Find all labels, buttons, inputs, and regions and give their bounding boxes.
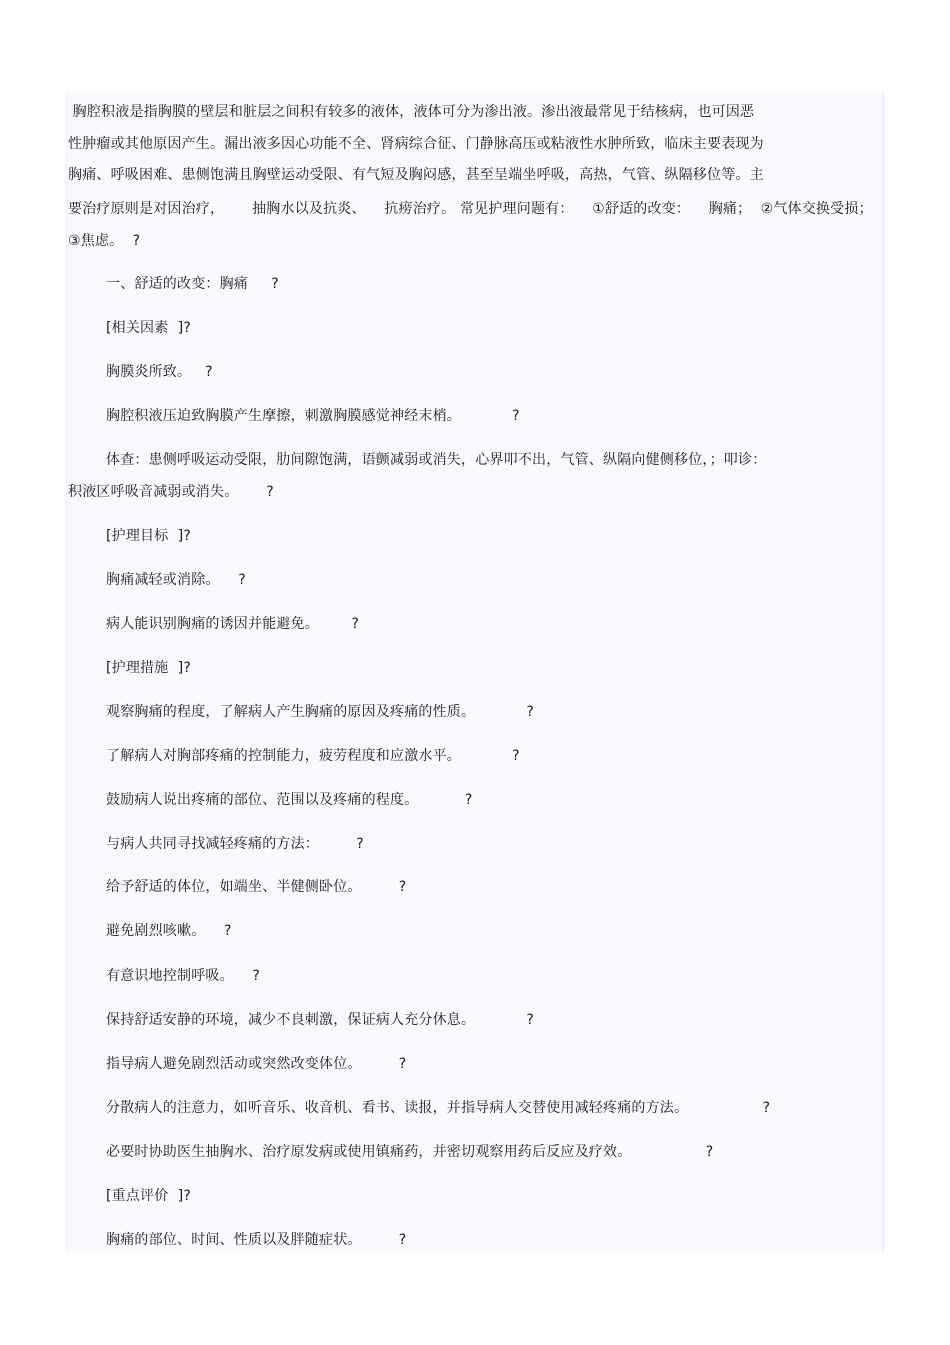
intro-line-2: 性肿瘤或其他原因产生。漏出液多因心功能不全、肾病综合征、门静脉高压或粘液性水肿所致，临床主要表现为 [68, 136, 764, 152]
goal-item: 病人能识别胸痛的诱因并能避免。 ? [106, 616, 360, 632]
related-factor-item: 体查：患侧呼吸运动受限，肋间隙饱满，语颤减弱或消失，心界叩不出，气管、纵隔向健侧移位，；叩诊： [106, 452, 767, 468]
measure-item: 鼓励病人说出疼痛的部位、范围以及疼痛的程度。 ? [106, 792, 473, 808]
section-heading: 一、舒适的改变：胸痛 ? [106, 276, 279, 292]
related-factors-label: [相关因素 ]? [106, 320, 192, 336]
goal-item: 胸痛减轻或消除。 ? [106, 572, 246, 588]
measures-label: [护理措施 ]? [106, 660, 192, 676]
measure-item: 有意识地控制呼吸。 ? [106, 968, 261, 984]
measure-item: 避免剧烈咳嗽。 ? [106, 923, 232, 939]
measure-item: 保持舒适安静的环境，减少不良刺激，保证病人充分休息。 ? [106, 1012, 534, 1028]
measure-item: 给予舒适的体位，如端坐、半健侧卧位。 ? [106, 879, 407, 895]
intro-line-3: 胸痛、呼吸困难、患侧饱满且胸壁运动受限、有气短及胸闷感，甚至呈端坐呼吸，高热，气管、纵隔移位等。主 [68, 167, 764, 183]
intro-line-5: ③焦虑。 ? [68, 233, 141, 249]
measure-item: 了解病人对胸部疼痛的控制能力，疲劳程度和应激水平。 ? [106, 748, 520, 764]
measure-item: 分散病人的注意力，如听音乐、收音机、看书、读报，并指导病人交替使用减轻疼痛的方法。 ? [106, 1100, 771, 1116]
evaluation-item: 胸痛的部位、时间、性质以及胖随症状。 ? [106, 1232, 407, 1248]
related-factor-item-cont: 积液区呼吸音减弱或消失。 ? [68, 484, 274, 500]
measure-item: 与病人共同寻找减轻疼痛的方法： ? [106, 836, 364, 852]
evaluation-label: [重点评价 ]? [106, 1188, 192, 1204]
measure-item: 必要时协助医生抽胸水、治疗原发病或使用镇痛药，并密切观察用药后反应及疗效。 ? [106, 1144, 714, 1160]
related-factor-item: 胸腔积液压迫致胸膜产生摩擦，刺激胸膜感觉神经末梢。 ? [106, 408, 520, 424]
measure-item: 指导病人避免剧烈活动或突然改变体位。 ? [106, 1056, 407, 1072]
measure-item: 观察胸痛的程度，了解病人产生胸痛的原因及疼痛的性质。 ? [106, 704, 534, 720]
related-factor-item: 胸膜炎所致。 ? [106, 364, 213, 380]
goals-label: [护理目标 ]? [106, 528, 192, 544]
intro-line-4: 要治疗原则是对因治疗， 抽胸水以及抗炎、 抗痨治疗。 常见护理问题有： ①舒适的改变： 胸痛； ②气体交换受损； [68, 201, 873, 217]
intro-line-1: 胸腔积液是指胸膜的壁层和脏层之间积有较多的液体，液体可分为渗出液。渗出液最常见于结核病，也可因恶 [68, 104, 755, 120]
